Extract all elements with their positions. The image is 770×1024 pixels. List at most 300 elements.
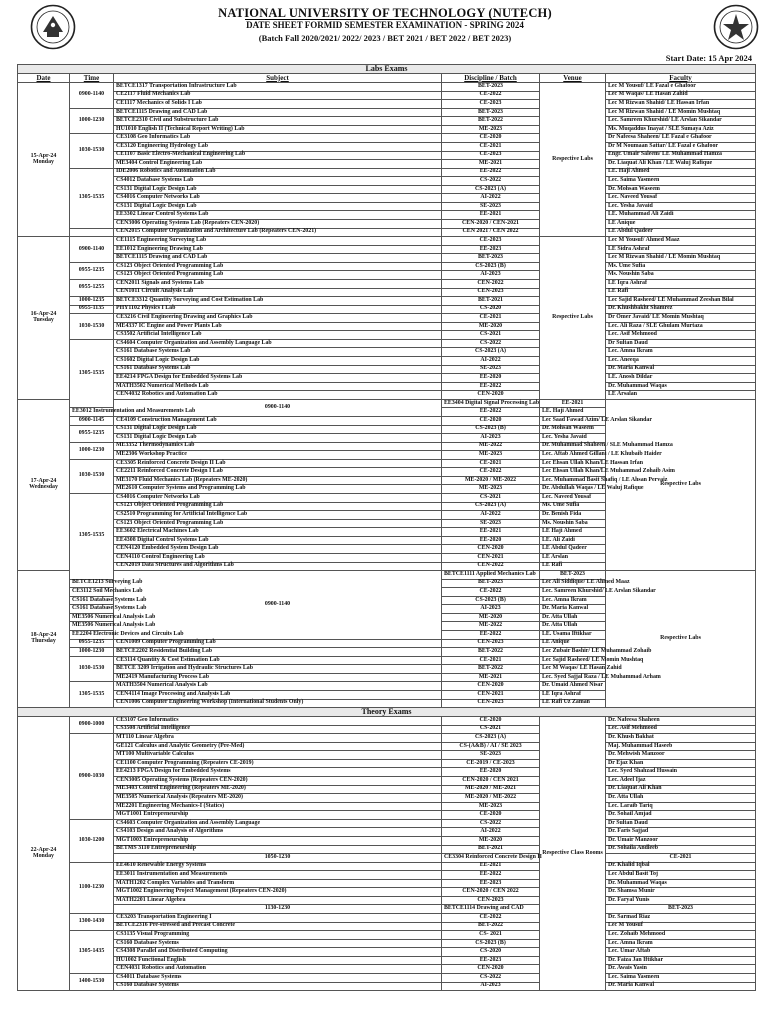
batch-line: (Batch Fall 2020/2021/ 2022/ 2023 / BET 2021 / BET 2022 / BET 2023) — [258, 33, 512, 43]
faculty-cell: Lec. Amna Ikram — [606, 939, 756, 948]
table-row — [18, 185, 756, 194]
time-cell: 0900-1140 — [114, 399, 442, 416]
faculty-cell: Lec Ehsan Ullah Khan/LE Hassan Irfan — [540, 459, 606, 468]
time-cell: 1400-1530 — [70, 973, 114, 990]
discipline-cell: AI-2023 — [442, 605, 540, 614]
discipline-cell: CS-2020 — [442, 305, 540, 314]
table-row — [18, 794, 756, 803]
subject-cell: CE1100 Computer Programming (Repeaters CE-2019) — [114, 759, 442, 768]
faculty-cell: LE Anique — [540, 639, 606, 648]
discipline-cell: CEN-2021 — [442, 690, 540, 699]
discipline-cell: CS-2021 — [442, 725, 540, 734]
subject-cell: CS131 Digital Logic Design Lab — [114, 434, 442, 443]
discipline-cell: CE-2020 — [442, 134, 540, 143]
faculty-cell: Dr. Sohail Amjad — [606, 811, 756, 820]
subject-cell: CE2211 Reinforced Concrete Design I Lab — [114, 468, 442, 477]
table-row — [18, 742, 756, 751]
discipline-cell: CEN-2020 — [442, 391, 540, 400]
time-cell: 1305-1535 — [70, 682, 114, 708]
discipline-cell: BET-2022 — [442, 648, 540, 657]
faculty-cell: Dr. Mohsan Waseem — [540, 425, 606, 434]
discipline-cell: EE-2023 — [442, 245, 540, 254]
table-row — [18, 254, 756, 263]
time-cell: 1000-1235 — [70, 297, 114, 306]
faculty-cell: Lec M Rizwan Shahid / LE Momin Mushtaq — [606, 108, 756, 117]
time-cell: 1030-1530 — [70, 459, 114, 493]
venue-cell: Respective Labs — [540, 237, 606, 400]
subject-cell: BETCE1114 Drawing and CAD — [442, 905, 540, 914]
faculty-cell: LE Rafi — [606, 288, 756, 297]
discipline-cell: EE-2023 — [442, 956, 540, 965]
subject-cell: CS4012 Database Systems Lab — [114, 177, 442, 186]
time-cell: 0900-1140 — [70, 237, 114, 263]
table-row — [18, 125, 756, 134]
table-row — [18, 297, 756, 306]
discipline-cell: BET-2022 — [442, 665, 540, 674]
faculty-cell: Dr. Maria Kanwal — [606, 365, 756, 374]
faculty-cell: Lec. Syed Sajjal Raza / LE Muhammad Arham — [540, 673, 606, 682]
discipline-cell: SE-2023 — [442, 202, 540, 211]
table-row — [18, 100, 756, 109]
discipline-cell: CS-2022 — [442, 177, 540, 186]
faculty-cell: Lec Saad Fawad Azim/ LE Arslan Sikandar — [540, 416, 606, 425]
faculty-cell: LE Arsalan — [606, 391, 756, 400]
faculty-cell: Lec. Adeel Ijaz — [606, 777, 756, 786]
discipline-cell: EE-2022 — [442, 168, 540, 177]
datesheet-subtitle: DATE SHEET FORMID SEMESTER EXAMINATION - SPRING 2024 — [246, 20, 524, 30]
datesheet-table — [17, 64, 756, 991]
faculty-cell: Dr Nafeesa Shaheen/ LE Fazal e Ghafoor — [606, 134, 756, 143]
table-row — [18, 751, 756, 760]
subject-cell: ME3505 Numerical Analysis (Repeaters ME-2020) — [114, 794, 442, 803]
subject-cell: EE4610 Renewable Energy Systems — [114, 862, 442, 871]
faculty-cell: Lec. Muhammad Basit Shafiq / LE Ahsan Pervaiz — [540, 476, 606, 485]
subject-cell: PHY1102 Physics I Lab — [114, 305, 442, 314]
discipline-cell: ME-2022 — [442, 622, 540, 631]
faculty-cell: Dr. Awais Yasin — [606, 965, 756, 974]
subject-cell: CEN4114 Image Processing and Analysis Lab — [114, 690, 442, 699]
discipline-cell: AI-2022 — [442, 357, 540, 366]
subject-cell: CS161 Database Systems Lab — [70, 605, 114, 614]
subject-cell: CE2117 Fluid Mechanics Lab — [114, 91, 442, 100]
subject-cell: CEN1009 Computer Programming Lab — [114, 639, 442, 648]
subject-cell: BETCE1111 Applied Mechanics Lab — [442, 571, 540, 580]
faculty-cell: Lec Sajid Rasheed/ LE Muhammad Zeeshan Bilal — [606, 297, 756, 306]
discipline-cell: EE-2021 — [540, 399, 606, 408]
faculty-cell: Ms. Muqaddus Inayat / SLE Sumaya Aziz — [606, 125, 756, 134]
table-row — [18, 956, 756, 965]
discipline-cell: ME-2020 — [442, 613, 540, 622]
subject-cell: CS1602 Digital Logic Design Lab — [114, 357, 442, 366]
faculty-cell: Dr. Khalid Iqbal — [606, 862, 756, 871]
discipline-cell: EE-2020 — [442, 374, 540, 383]
subject-cell: CEN1011 Circuit Analysis Lab — [114, 288, 442, 297]
faculty-cell: LE. Haji Ahmed — [540, 408, 606, 417]
faculty-cell: Lec M Yousuf — [606, 922, 756, 931]
subject-cell: BETCE 3209 Irrigation and Hydraulic Structures Lab — [114, 665, 442, 674]
faculty-cell: Lec. Amna Ikram — [540, 596, 606, 605]
discipline-cell: ME-2020 / ME-2021 — [442, 785, 540, 794]
discipline-cell: CEN-2020 — [442, 545, 540, 554]
faculty-cell: Ms. Noushin Saba — [540, 519, 606, 528]
faculty-cell: Lec. Asif Mehmood — [606, 725, 756, 734]
table-row — [18, 871, 756, 880]
discipline-cell: ME-2020 / ME-2022 — [442, 794, 540, 803]
table-row — [18, 879, 756, 888]
faculty-cell: Engr. Umair Saleem/ LE Muhammad Hamza — [606, 151, 756, 160]
subject-cell: CEN2019 Data Structures and Algorithms Lab — [114, 562, 442, 571]
faculty-cell: Lec. Syed Shahzad Hussain — [606, 768, 756, 777]
discipline-cell: EE-2020 — [442, 536, 540, 545]
faculty-cell: Dr. Shamsa Munir — [606, 888, 756, 897]
faculty-cell: Dr. Muhammad Waqas — [606, 879, 756, 888]
subject-cell: CEN4032 Robotics and Automation Lab — [114, 391, 442, 400]
discipline-cell: CS-2023 (B) — [442, 596, 540, 605]
discipline-cell: CE-2023 — [442, 151, 540, 160]
faculty-cell: Lec M Rizwan Shahid/ LE Hassan Irfan — [606, 100, 756, 109]
subject-cell: BETCE1317 Transportation Infrastructure Lab — [114, 83, 442, 92]
subject-cell: CE3114 Quantity & Cost Estimation Lab — [114, 656, 442, 665]
subject-cell: BETCE1115 Drawing and CAD Lab — [114, 254, 442, 263]
subject-cell: CS4011 Database Systems — [114, 973, 442, 982]
subject-cell: EE4213 FPGA Design for Embedded Systems — [114, 768, 442, 777]
faculty-cell: Lec. Saima Yasmeen — [606, 973, 756, 982]
subject-cell: BETCE2310 Civil and Substructure Lab — [114, 117, 442, 126]
subject-cell: EE3011 Instrumentation and Measurements — [114, 871, 442, 880]
table-row — [18, 939, 756, 948]
subject-cell: MATH3502 Numerical Methods Lab — [114, 382, 442, 391]
subject-cell: CEN4120 Embedded System Design Lab — [114, 545, 442, 554]
discipline-cell: CS-2023 (B) — [442, 425, 540, 434]
discipline-cell: BET-2022 — [442, 117, 540, 126]
faculty-cell: Dr. Faryal Yunis — [606, 896, 756, 905]
subject-cell: BETCE2202 Residential Building Lab — [114, 648, 442, 657]
time-cell: 1305-1535 — [70, 168, 114, 228]
table-row — [18, 245, 756, 254]
faculty-cell: LE. Anosh Dildar — [606, 374, 756, 383]
discipline-cell: EE-2021 — [442, 862, 540, 871]
subject-cell: CE3112 Soil Mechanics Lab — [70, 588, 114, 597]
discipline-cell: CE-2020 — [442, 717, 540, 726]
discipline-cell: ME-2023 — [442, 451, 540, 460]
subject-cell: MT110 Linear Algebra — [114, 734, 442, 743]
subject-cell: MATH1202 Complex Variables and Transform — [114, 879, 442, 888]
date-cell: 15-Apr-24 Monday — [18, 83, 70, 237]
faculty-cell: Dr. Umaid Ahmed Nisar — [540, 682, 606, 691]
table-row — [18, 845, 756, 854]
discipline-cell: CE-2022 — [442, 588, 540, 597]
subject-cell: ME3506 Numerical Analysis Lab — [70, 613, 114, 622]
table-row — [18, 117, 756, 126]
table-row — [18, 828, 756, 837]
discipline-cell: CS-2023 (A) — [442, 502, 540, 511]
subject-cell: CS3135 Visual Programming — [114, 931, 442, 940]
table-row — [18, 399, 756, 408]
faculty-cell: LE Anique — [606, 220, 756, 229]
faculty-cell: Dr. Maria Kanwal — [606, 982, 756, 991]
discipline-cell: BET-2021 — [442, 845, 540, 854]
table-row — [18, 108, 756, 117]
discipline-cell: ME-2020 — [442, 836, 540, 845]
faculty-cell: Dr. Maria Kanwal — [540, 605, 606, 614]
faculty-cell: Lec. Naveed Yousaf — [606, 194, 756, 203]
faculty-cell: Lec. Yesha Javaid — [606, 202, 756, 211]
start-date: Start Date: 15 Apr 2024 — [665, 53, 752, 63]
faculty-cell: Lec Sajid Rasheed/ LE Momin Mushtaq — [540, 656, 606, 665]
discipline-cell: CE-2021 — [606, 854, 756, 863]
table-row — [18, 91, 756, 100]
subject-cell: ME2201 Engineering Mechanics-I (Statics) — [114, 802, 442, 811]
table-row — [18, 922, 756, 931]
faculty-cell: Dr. Faiza Jan Iftikhar — [606, 956, 756, 965]
subject-cell: ME2610 Computer Systems and Programming Lab — [114, 485, 442, 494]
table-row — [18, 914, 756, 923]
faculty-cell: Dr. Khushbakht Shamrez — [606, 305, 756, 314]
column-header-faculty: Faculty — [606, 74, 756, 83]
discipline-cell: CE-2021 — [442, 656, 540, 665]
discipline-cell: CEN-2020 / CEN 2021 — [442, 777, 540, 786]
table-row — [18, 365, 756, 374]
discipline-cell: EE-2022 — [442, 871, 540, 880]
time-cell: 1000-1230 — [70, 648, 114, 657]
table-row — [18, 802, 756, 811]
discipline-cell: CE-2021 — [442, 142, 540, 151]
time-cell: 1030-1200 — [70, 819, 114, 862]
discipline-cell: SE-2023 — [442, 365, 540, 374]
subject-cell: CS131 Digital Logic Design Lab — [114, 185, 442, 194]
subject-cell: BETCE2316 Pre-stressed and Precast Concrete — [114, 922, 442, 931]
faculty-cell: Dr. Umair Manzoor — [606, 836, 756, 845]
faculty-cell: Lec. Ali Raza / SLE Ghulam Murtaza — [606, 322, 756, 331]
faculty-cell: Lec. Umar Aftab — [606, 948, 756, 957]
time-cell: 0955-1235 — [70, 262, 114, 279]
discipline-cell: CE-2021 — [442, 459, 540, 468]
discipline-cell: CEN-2020 — [442, 682, 540, 691]
subject-cell: CS131 Digital Logic Design Lab — [114, 425, 442, 434]
faculty-cell: LE Iqra Ashraf — [540, 690, 606, 699]
discipline-cell: ME-2022 — [442, 442, 540, 451]
subject-cell: EE3012 Instrumentation and Measurements Lab — [70, 408, 114, 417]
subject-cell: CS4016 Computer Networks Lab — [114, 194, 442, 203]
subject-cell: MGT1003 Entrepreneurship — [114, 836, 442, 845]
discipline-cell: CE-2021 — [442, 314, 540, 323]
table-row — [18, 374, 756, 383]
table-row — [18, 160, 756, 169]
time-cell: 1305-1535 — [70, 339, 114, 408]
subject-cell: CS4603 Computer Organization and Assembly Language — [114, 819, 442, 828]
subject-cell: CE1107 Basic Electro-Mechanical Engineering Lab — [114, 151, 442, 160]
time-cell: 1300-1430 — [70, 914, 114, 931]
subject-cell: CS3502 Artificial Intelligence Lab — [114, 331, 442, 340]
subject-cell: CS4016 Computer Networks Lab — [114, 494, 442, 503]
subject-cell: CEN4110 Control Engineering Lab — [114, 553, 442, 562]
discipline-cell: ME-2023 — [442, 485, 540, 494]
time-cell — [70, 228, 114, 237]
discipline-cell: CS-(A&B) / AI / SE 2023 — [442, 742, 540, 751]
table-row — [18, 571, 756, 580]
table-row — [18, 339, 756, 348]
discipline-cell: ME-2020 — [442, 322, 540, 331]
table-row — [18, 305, 756, 314]
subject-cell: CE3304 Reinforced Concrete Design II — [442, 854, 540, 863]
subject-cell: HU1002 Functional English — [114, 956, 442, 965]
table-row — [18, 982, 756, 991]
faculty-cell: LE Abdul Qadeer — [606, 228, 756, 237]
discipline-cell: CS-2023 (A) — [442, 185, 540, 194]
date-cell: 22-Apr-24 Monday — [18, 717, 70, 991]
subject-cell: CEN2011 Signals and Systems Lab — [114, 279, 442, 288]
time-cell: 0955-1235 — [70, 425, 114, 442]
faculty-cell: Dr. Liaquat Ali Khan — [606, 785, 756, 794]
faculty-cell: LE. Haji Ahmed — [606, 168, 756, 177]
time-cell: 1030-1530 — [70, 314, 114, 340]
table-row — [18, 734, 756, 743]
faculty-cell: Lec. Aftab Ahmed Gillani / LE Khubaib Haider — [540, 451, 606, 460]
discipline-cell: AI-2023 — [442, 982, 540, 991]
subject-cell: CE3305 Reinforced Concrete Design II Lab — [114, 459, 442, 468]
section-title: Labs Exams — [18, 65, 756, 74]
discipline-cell: CS- 2021 — [442, 931, 540, 940]
faculty-cell: Dr. Faris Sajjad — [606, 828, 756, 837]
faculty-cell: Dr Sultan Daud — [606, 819, 756, 828]
discipline-cell: CE-2022 — [442, 91, 540, 100]
time-cell: 1130-1230 — [114, 905, 442, 914]
discipline-cell: CS-2022 — [442, 973, 540, 982]
faculty-cell: Dr. Benish Fida — [540, 511, 606, 520]
subject-cell: CS161 Database Systems Lab — [70, 596, 114, 605]
table-row — [18, 322, 756, 331]
discipline-cell: CS-2022 — [442, 339, 540, 348]
discipline-cell: CEN-2023 — [442, 699, 540, 708]
table-row — [18, 965, 756, 974]
column-header-subject: Subject — [114, 74, 442, 83]
table-row — [18, 725, 756, 734]
section-title: Theory Exams — [18, 708, 756, 717]
subject-cell: CS161 Database Systems Lab — [114, 348, 442, 357]
faculty-cell: Dr. Mohsan Waseem — [606, 185, 756, 194]
discipline-cell: CEN-2023 — [442, 288, 540, 297]
subject-cell: ME4337 IC Engine and Power Plants Lab — [114, 322, 442, 331]
subject-cell: CEN3006 Operating Systems Lab (Repeaters CEN-2020) — [114, 220, 442, 229]
table-row — [18, 905, 756, 914]
column-header-time: Time — [70, 74, 114, 83]
discipline-cell: CS-2022 — [442, 819, 540, 828]
table-row — [18, 331, 756, 340]
subject-cell: CE1115 Engineering Surveying Lab — [114, 237, 442, 246]
time-cell: 0900-1140 — [70, 83, 114, 109]
faculty-cell: Dr. Khush Bakhat — [606, 734, 756, 743]
date-cell: 16-Apr-24 Tuesday — [18, 237, 70, 400]
subject-cell: EE4214 FPGA Design for Embedded Systems Lab — [114, 374, 442, 383]
subject-cell: CEN2015 Computer Organization and Architecture Lab (Repeaters CEN-2021) — [114, 228, 442, 237]
discipline-cell: CEN-2023 — [442, 896, 540, 905]
discipline-cell: BET-2021 — [442, 297, 540, 306]
venue-cell: Respective Labs — [606, 571, 756, 708]
table-row — [18, 151, 756, 160]
column-header-venue: Venue — [540, 74, 606, 83]
subject-cell: CS123 Object Oriented Programming Lab — [114, 519, 442, 528]
discipline-cell: CEN-2020 — [442, 965, 540, 974]
subject-cell: CS131 Digital Logic Design Lab — [114, 202, 442, 211]
discipline-cell: CEN-2023 — [442, 639, 540, 648]
table-row — [18, 348, 756, 357]
faculty-cell: Lec. Saima Yasmeen — [606, 177, 756, 186]
discipline-cell: ME-2023 — [442, 802, 540, 811]
discipline-cell: CS-2020 — [442, 948, 540, 957]
faculty-cell: LE Sidra Ashraf — [606, 245, 756, 254]
table-row — [18, 314, 756, 323]
table-row — [18, 717, 756, 726]
faculty-cell: Lec. Zohaib Mehmood — [606, 931, 756, 940]
subject-cell: CE3108 Geo Informatics Lab — [114, 134, 442, 143]
discipline-cell: BET-2023 — [442, 83, 540, 92]
discipline-cell: CE-2022 — [442, 468, 540, 477]
faculty-cell: Ms. Noushin Saba — [606, 271, 756, 280]
faculty-cell: Dr. Sarmad Riaz — [606, 914, 756, 923]
subject-cell: CEN4031 Robotics and Automation — [114, 965, 442, 974]
table-row — [18, 391, 756, 400]
table-row — [18, 819, 756, 828]
faculty-cell: Lec. Aneeqa — [606, 357, 756, 366]
table-row — [18, 785, 756, 794]
faculty-cell: Lec Zubair Bashir/ LE Muhammad Zohaib — [540, 648, 606, 657]
faculty-cell: LE Abdul Qadeer — [540, 545, 606, 554]
discipline-cell: BET-2023 — [606, 905, 756, 914]
faculty-cell: Dr. Nafeesa Shaheen — [606, 717, 756, 726]
discipline-cell: CS-2023 (B) — [442, 262, 540, 271]
discipline-cell: ME-2020 / ME-2022 — [442, 476, 540, 485]
subject-cell: CS123 Object Oriented Programming Lab — [114, 502, 442, 511]
subject-cell: ME3170 Fluid Mechanics Lab (Repeaters ME-2020) — [114, 476, 442, 485]
table-row — [18, 888, 756, 897]
time-cell: 1050-1230 — [114, 854, 442, 863]
faculty-cell: LE Arslan — [540, 553, 606, 562]
faculty-cell: LE Iqra Ashraf — [606, 279, 756, 288]
table-row — [18, 759, 756, 768]
faculty-cell: LE Rafi Uz Zaman — [540, 699, 606, 708]
faculty-cell: Lec M Yousuf/ Ahmed Maaz — [606, 237, 756, 246]
subject-cell: CE1117 Mechanics of Solids I Lab — [114, 100, 442, 109]
subject-cell: HU1010 English II (Technical Report Writing) Lab — [114, 125, 442, 134]
faculty-cell: LE. Ali Zaidi — [540, 536, 606, 545]
time-cell: 0955-1235 — [70, 639, 114, 648]
discipline-cell: EE-2022 — [442, 631, 540, 640]
faculty-cell: Lec. Laraib Tariq — [606, 802, 756, 811]
faculty-cell: Dr Ejaz Khan — [606, 759, 756, 768]
table-row — [18, 973, 756, 982]
faculty-cell: Lec Ehsan Ullah Khan/LE Muhammad Zohaib Asim — [540, 468, 606, 477]
table-row — [18, 896, 756, 905]
subject-cell: CS160 Database Systems — [114, 939, 442, 948]
faculty-cell: Lec M Waqas/ LE Hasan Zahid — [606, 91, 756, 100]
discipline-cell: AI-2023 — [442, 434, 540, 443]
subject-cell: ME3403 Control Engineering (Repeaters ME-2020) — [114, 785, 442, 794]
faculty-cell: Lec Ali Siddique/ LE Ahmed Maaz — [540, 579, 606, 588]
table-row — [18, 931, 756, 940]
date-cell: 18-Apr-24 Thursday — [18, 571, 70, 708]
discipline-cell: EE-2021 — [442, 211, 540, 220]
subject-cell: ME3506 Numerical Analysis Lab — [70, 622, 114, 631]
time-cell: 0955-1255 — [70, 279, 114, 296]
section-header-row — [18, 708, 756, 717]
subject-cell: ME2306 Workshop Practice — [114, 451, 442, 460]
faculty-cell: Dr. Muhammad Shaheen / SLE Muhammad Hamza — [540, 442, 606, 451]
faculty-cell: Lec. Amna Ikram — [606, 348, 756, 357]
discipline-cell: AI-2022 — [442, 828, 540, 837]
subject-cell: CS123 Object Oriented Programming Lab — [114, 262, 442, 271]
table-row — [18, 862, 756, 871]
subject-cell: CS4308 Parallel and Distributed Computing — [114, 948, 442, 957]
